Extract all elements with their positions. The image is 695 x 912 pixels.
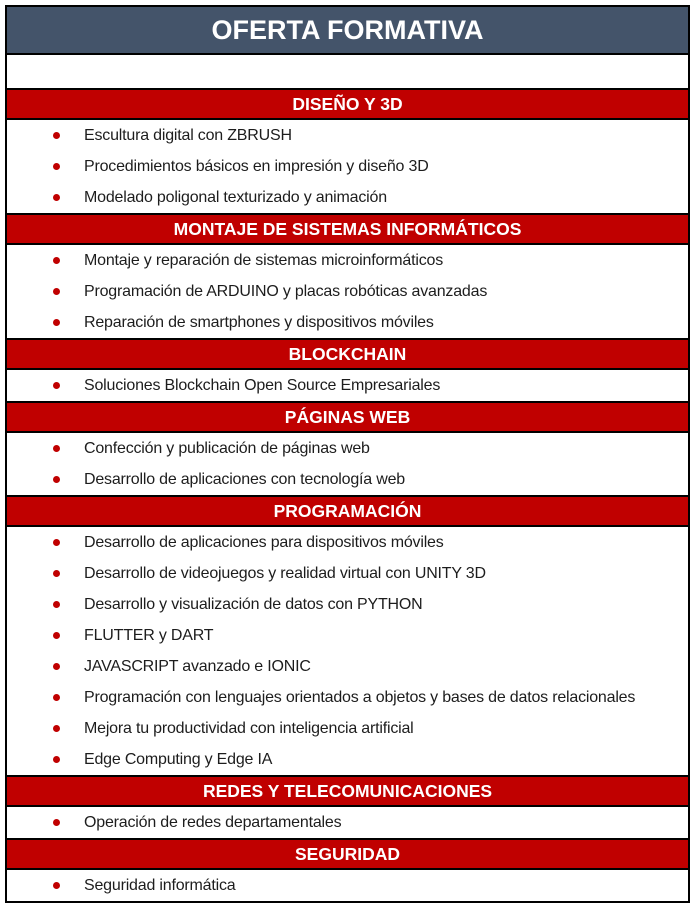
course-row: [7, 433, 688, 464]
section-header-diseno-y-3d: [7, 88, 688, 120]
course-label: Operación de redes departamentales: [84, 813, 342, 831]
course-label: Modelado poligonal texturizado y animación: [84, 188, 387, 206]
section-title: MONTAJE DE SISTEMAS INFORMÁTICOS: [173, 218, 522, 239]
bullet-icon: [53, 288, 60, 295]
course-label: Escultura digital con ZBRUSH: [84, 126, 292, 144]
title-bar: [7, 7, 688, 55]
bullet-icon: [53, 132, 60, 139]
course-label: Programación de ARDUINO y placas robóticas avanzadas: [84, 282, 488, 300]
course-row: [7, 589, 688, 620]
bullet-icon: [53, 663, 60, 670]
bullet-icon: [53, 570, 60, 577]
section-title: PÁGINAS WEB: [284, 406, 411, 427]
section-title: DISEÑO Y 3D: [292, 93, 403, 114]
course-label: Programación con lenguajes orientados a objetos y bases de datos relacionales: [84, 688, 636, 706]
course-label: Desarrollo y visualización de datos con PYTHON: [84, 595, 423, 613]
course-row: [7, 307, 688, 338]
course-label: Desarrollo de videojuegos y realidad virtual con UNITY 3D: [84, 564, 486, 582]
course-row: [7, 713, 688, 744]
bullet-icon: [53, 476, 60, 483]
section-header-blockchain: [7, 338, 688, 370]
section-title: SEGURIDAD: [294, 843, 400, 864]
course-label: Montaje y reparación de sistemas microinformáticos: [84, 251, 444, 269]
oferta-formativa-table: [5, 5, 690, 903]
bullet-icon: [53, 601, 60, 608]
section-title: BLOCKCHAIN: [288, 343, 407, 364]
course-row: [7, 744, 688, 775]
course-row: [7, 276, 688, 307]
course-row: [7, 527, 688, 558]
course-label: Desarrollo de aplicaciones con tecnología web: [84, 470, 405, 488]
section-title: REDES Y TELECOMUNICACIONES: [202, 780, 493, 801]
course-label: Edge Computing y Edge IA: [84, 750, 273, 768]
course-row: [7, 464, 688, 495]
bullet-icon: [53, 163, 60, 170]
section-header-seguridad: [7, 838, 688, 870]
bullet-icon: [53, 725, 60, 732]
bullet-icon: [53, 257, 60, 264]
bullet-icon: [53, 445, 60, 452]
bullet-icon: [53, 539, 60, 546]
course-label: Reparación de smartphones y dispositivos móviles: [84, 313, 434, 331]
section-header-montaje-de-sistemas-informaticos: [7, 213, 688, 245]
bullet-icon: [53, 632, 60, 639]
bullet-icon: [53, 756, 60, 763]
section-header-programacion: [7, 495, 688, 527]
bullet-icon: [53, 694, 60, 701]
bullet-icon: [53, 882, 60, 889]
course-row: [7, 245, 688, 276]
section-header-redes-y-telecomunicaciones: [7, 775, 688, 807]
course-label: Procedimientos básicos en impresión y diseño 3D: [84, 157, 429, 175]
course-label: Seguridad informática: [84, 876, 236, 894]
course-label: FLUTTER y DART: [84, 626, 214, 644]
bullet-icon: [53, 819, 60, 826]
course-label: Confección y publicación de páginas web: [84, 439, 370, 457]
course-row: [7, 182, 688, 213]
course-row: [7, 120, 688, 151]
course-label: Desarrollo de aplicaciones para dispositivos móviles: [84, 533, 444, 551]
section-header-paginas-web: [7, 401, 688, 433]
page-title: OFERTA FORMATIVA: [211, 14, 484, 45]
course-row: [7, 370, 688, 401]
course-label: Mejora tu productividad con inteligencia artificial: [84, 719, 414, 737]
course-label: JAVASCRIPT avanzado e IONIC: [84, 657, 311, 675]
spacer-row: [7, 55, 688, 88]
bullet-icon: [53, 194, 60, 201]
course-row: [7, 620, 688, 651]
course-row: [7, 651, 688, 682]
course-row: [7, 682, 688, 713]
course-row: [7, 870, 688, 901]
sections-container: [7, 88, 688, 901]
course-row: [7, 807, 688, 838]
course-row: [7, 558, 688, 589]
course-row: [7, 151, 688, 182]
course-label: Soluciones Blockchain Open Source Empresariales: [84, 376, 441, 394]
section-title: PROGRAMACIÓN: [273, 500, 422, 521]
bullet-icon: [53, 319, 60, 326]
bullet-icon: [53, 382, 60, 389]
